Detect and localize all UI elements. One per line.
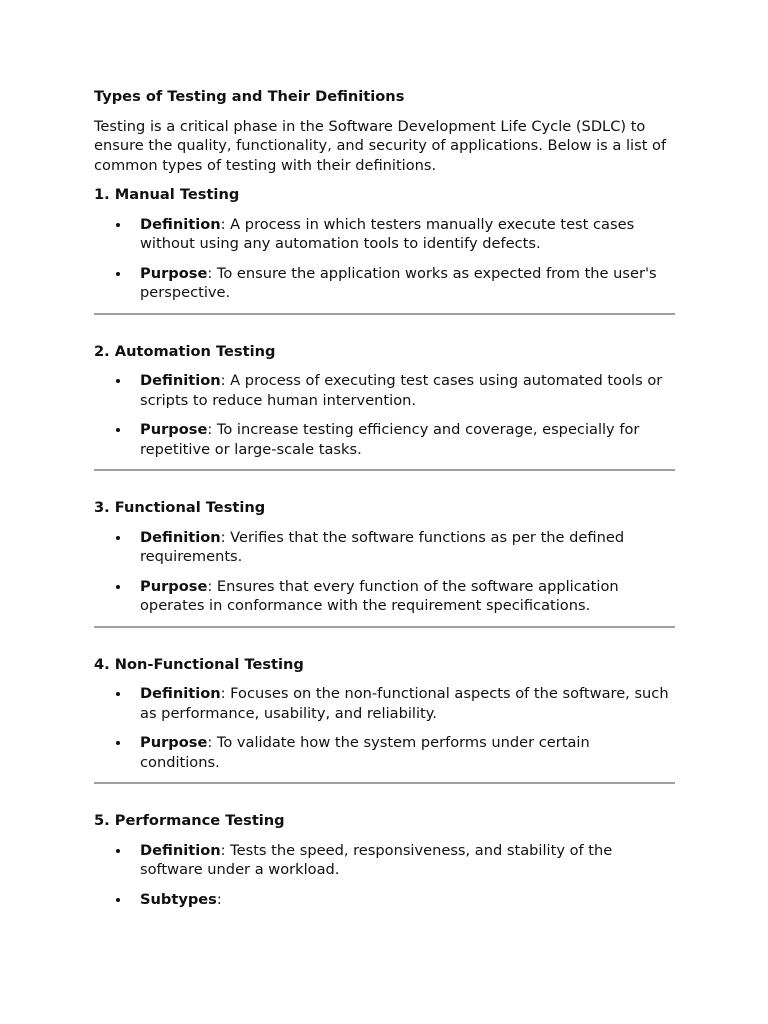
item-term: Subtypes	[140, 890, 217, 908]
item-text: :	[216, 890, 222, 908]
bullet-icon	[116, 223, 120, 227]
item-term: Definition	[140, 528, 221, 546]
item-text: : To increase testing efficiency and coverage, especially for repetitive or large-scale tasks.	[140, 421, 640, 458]
bullet-list	[94, 528, 674, 616]
bullet-icon	[116, 849, 120, 853]
list-item	[94, 371, 674, 410]
bullet-icon	[116, 272, 120, 276]
section-heading: 5. Performance Testing	[94, 812, 285, 829]
item-text: : Verifies that the software functions as per the defined requirements.	[140, 528, 625, 565]
list-item	[94, 577, 674, 616]
item-term: Purpose	[140, 264, 208, 282]
section-divider	[94, 469, 675, 471]
item-term: Purpose	[140, 734, 208, 751]
list-item	[94, 841, 674, 880]
bullet-icon	[116, 898, 120, 902]
list-item	[94, 890, 674, 910]
bullet-icon	[116, 536, 120, 540]
section-non-functional-testing	[94, 655, 674, 773]
section-divider	[94, 313, 675, 315]
section-functional-testing	[94, 498, 674, 616]
intro-paragraph: Testing is a critical phase in the Software Development Life Cycle (SDLC) to ensure the quality, functionality, and security of applications. Below is a list of common types of testing with their definitions.	[94, 117, 667, 174]
item-text: : To ensure the application works as expected from the user's perspective.	[140, 264, 657, 301]
section-heading: 4. Non-Functional Testing	[94, 655, 304, 673]
bullet-icon	[116, 741, 120, 745]
section-heading: 3. Functional Testing	[94, 499, 266, 516]
bullet-icon	[116, 692, 120, 696]
document-title: Types of Testing and Their Definitions	[94, 88, 405, 105]
section-divider	[94, 782, 675, 784]
section-manual-testing	[94, 185, 674, 303]
item-term: Purpose	[140, 421, 208, 438]
item-term: Purpose	[140, 577, 208, 595]
list-item	[94, 733, 674, 772]
bullet-list	[94, 371, 674, 459]
bullet-icon	[116, 585, 120, 589]
list-item	[94, 684, 674, 723]
list-item	[94, 420, 674, 459]
item-term: Definition	[140, 841, 221, 859]
item-text: : Tests the speed, responsiveness, and stability of the software under a workload.	[140, 841, 613, 878]
bullet-list	[94, 841, 674, 910]
list-item	[94, 264, 674, 303]
item-term: Definition	[140, 685, 221, 702]
item-text: : A process of executing test cases using automated tools or scripts to reduce human intervention.	[140, 372, 663, 409]
section-heading: 1. Manual Testing	[94, 186, 240, 203]
bullet-icon	[116, 428, 120, 432]
item-term: Definition	[140, 215, 221, 233]
bullet-list	[94, 684, 674, 772]
list-item	[94, 528, 674, 567]
section-performance-testing	[94, 811, 674, 909]
list-item	[94, 215, 674, 254]
bullet-list	[94, 215, 674, 303]
item-text: : A process in which testers manually execute test cases without using any automation tools to identify defects.	[140, 215, 635, 252]
item-term: Definition	[140, 372, 221, 389]
section-divider	[94, 626, 675, 628]
section-automation-testing	[94, 342, 674, 460]
section-heading: 2. Automation Testing	[94, 342, 276, 360]
item-text: : To validate how the system performs under certain conditions.	[140, 734, 590, 771]
bullet-icon	[116, 379, 120, 383]
item-text: : Focuses on the non-functional aspects of the software, such as performance, usability, and reliability.	[140, 685, 669, 722]
item-text: : Ensures that every function of the software application operates in conformance with the requirement specifications.	[140, 577, 619, 614]
